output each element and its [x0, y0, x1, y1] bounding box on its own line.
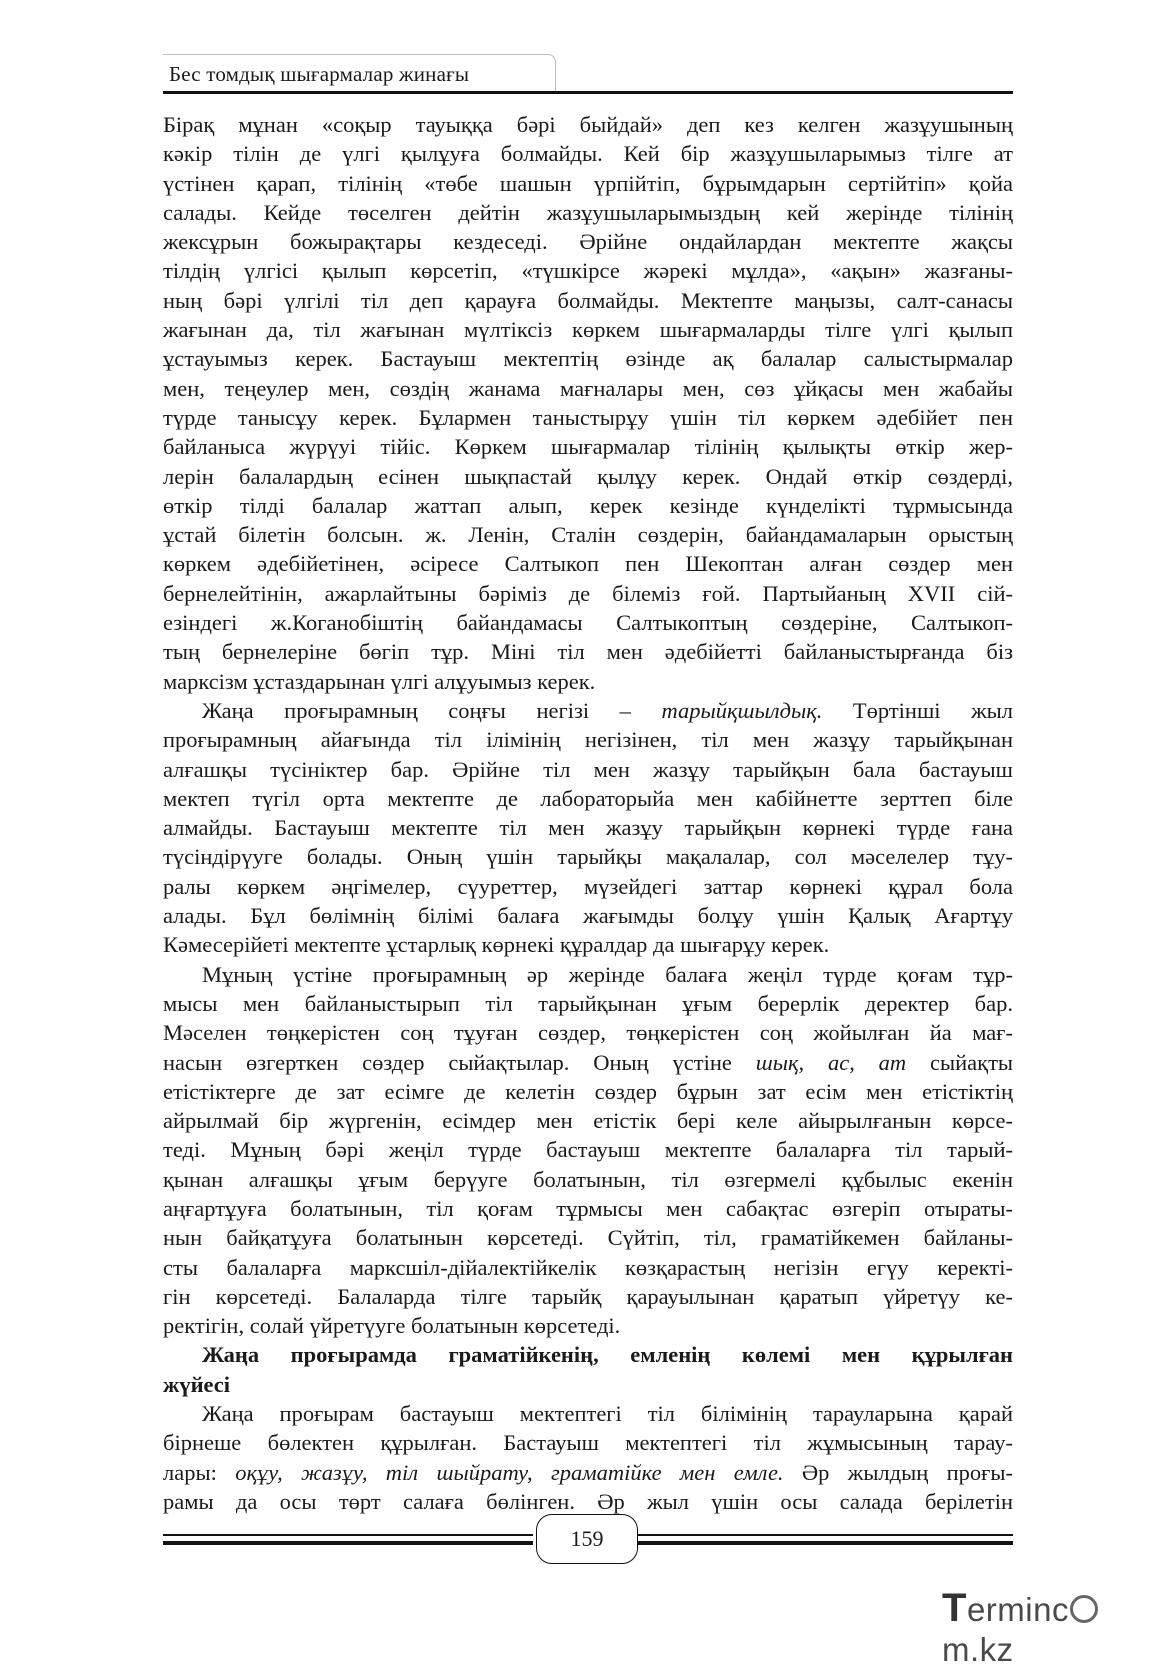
body-text	[163, 110, 1013, 1516]
watermark-letter: T	[942, 1586, 967, 1630]
text-line: етістіктерге де зат есімге де келетін сөздер бұрын зат есім мен етістіктің	[163, 1078, 1013, 1104]
heading-line: Жаңа прoғырамда граматійкенің, емленің көлемі мен құрылған	[202, 1342, 1013, 1368]
running-header	[163, 54, 1013, 94]
paragraph-4	[163, 1399, 1013, 1516]
text-line: Мәселен төңкерістен соң тұуған сөздер, төңкерістен соң жойылған йа мағ-	[163, 1020, 1013, 1046]
text-line: кәкір тілін де үлгі қылұуға болмайды. Кей бір жазұушыларымыз тілге ат	[163, 141, 1013, 167]
site-watermark	[942, 1586, 1152, 1668]
text-line: Мұның үстіне прoғырамның әр жерінде балаға жеңіл түрде қоғам тұр-	[202, 961, 1013, 987]
text-line: үстінен қарап, тілінің «төбе шашын үрпійтіп, бұрымдарын сертійтіп» қойа	[163, 170, 1013, 196]
heading-line: жүйесі	[163, 1371, 231, 1397]
text-line: нын байқатұуға болатынын көрсетеді. Сүйтіп, тіл, граматійкемен байланы-	[163, 1225, 1013, 1251]
text-line: бернелейтінін, ажарлайтыны бәріміз де білеміз ғой. Партыйаның XVII сій-	[163, 580, 1013, 606]
text-line: Жаңа прoғырам бастауыш мектептегі тіл білімінің тарауларына қарай	[202, 1401, 1013, 1427]
text-line: бірнеше бөлектен құрылған. Бастауыш мектептегі тіл жұмысының тарау-	[163, 1430, 1013, 1456]
text-line: марксізм ұстаздарынан үлгі алұуымыз керек.	[163, 668, 596, 694]
text-line: салады. Кейде төселген дейтін жазұушыларымыздың кей жерінде тілінің	[163, 199, 1013, 225]
watermark-text: erminc	[966, 1591, 1069, 1628]
text-line: өткір тілді балалар жаттап алып, керек кезінде күнделікті тұрмысында	[163, 492, 1013, 518]
text-line: аңғартұуға болатынын, тіл қоғам тұрмысы мен сабақтас өзгеріп отыраты-	[163, 1195, 1013, 1221]
paragraph-2	[163, 696, 1013, 960]
text-line: жексұрын божырақтары кездеседі. Әрійне ондайлардан мектепте жақсы	[163, 229, 1013, 255]
header-rule	[163, 91, 1013, 94]
italic-term: шық, ас, ат	[755, 1049, 907, 1075]
text-line: лерін балалардың есінен шықпастай қылұу керек. Ондай өткір сөздерді,	[163, 463, 1013, 489]
text-line: ның бәрі үлгілі тіл деп қарауға болмайды. Мектепте маңызы, салт-санасы	[163, 287, 1013, 313]
section-heading	[163, 1340, 1013, 1399]
text-line: мектеп түгіл орта мектепте де лабораторыйа мен кабійнетте зерттеп біле	[163, 785, 1013, 811]
text-line: алмайды. Бастауыш мектепте тіл мен жазұу тарыйқын көрнекі түрде ғана	[163, 815, 1013, 841]
text-line: алғашқы түсініктер бар. Әрійне тіл мен жазұу тарыйқын бала бастауыш	[163, 756, 1013, 782]
text-line: рамы да осы төрт салаға бөлінген. Әр жыл үшін осы салада берілетін	[163, 1488, 1013, 1514]
italic-term: оқұу, жазұу, тіл шыйрату, граматійке мен емле.	[235, 1459, 784, 1485]
text-line: насын өзгерткен сөздер сыйақтылар. Оның үстіне шық, ас, ат сыйақты	[163, 1049, 1014, 1075]
text-line: ректігін, солай үйретүуге болатынын көрсетеді.	[163, 1313, 621, 1339]
text-line: алады. Бұл бөлімнің білімі балаға жағымды болұу үшін Қалық Ағартұу	[163, 903, 1013, 929]
footer-rule	[638, 1534, 1013, 1536]
text-line: прoғырамның айағында тіл ілімінің негізінен, тіл мен жазұу тарыйқынан	[163, 727, 1013, 753]
paragraph-3	[163, 960, 1013, 1341]
text-line: мысы мен байланыстырып тіл тарыйқынан ұғым берерлік деректер бар.	[163, 990, 1013, 1016]
text-line: ралы көркем әңгімелер, сүуреттер, мүзейдегі заттар көрнекі құрал бола	[163, 873, 1013, 899]
text-line: тың бернелеріне бөгіп тұр. Міні тіл мен әдебійетті байланыстырғанда біз	[163, 639, 1013, 665]
text-line: сты балаларға марксшіл-дійалектійкелік көзқарастың негізін егүу керекті-	[163, 1254, 1013, 1280]
text-line: байланыса жүрүуі тійіс. Көркем шығармалар тілінің қылықты өткір жер-	[163, 434, 1013, 460]
text-line: теді. Мұның бәрі жеңіл түрде бастауыш мектепте балаларға тіл тарый-	[163, 1137, 1013, 1163]
text-line: түрде танысұу керек. Бұлармен таныстырұу үшін тіл көркем әдебійет пен	[163, 404, 1013, 430]
page-number: 159	[536, 1514, 638, 1564]
text-line: тілдің үлгісі қылып көрсетіп, «түшкірсе жәрекі мұлда», «ақын» жазғаны-	[163, 258, 1013, 284]
text-line: Кәмесерійеті мектепте ұстарлық көрнекі құралдар да шығарұу керек.	[163, 932, 830, 958]
text-line: ұстауымыз керек. Бастауыш мектептің өзінде ақ балалар салыстырмалар	[163, 346, 1013, 372]
text-line: гін көрсетеді. Балаларда тілге тарыйқ қарауылынан қаратып үйретүу ке-	[163, 1283, 1013, 1309]
text-line: Бірақ мұнан «соқыр тауыққа бәрі быйдай» деп кез келген жазұушының	[163, 112, 1013, 137]
magnifier-icon	[1070, 1595, 1098, 1623]
header-title: Бес томдық шығармалар жинағы	[169, 62, 470, 86]
text-line: айрылмай бір жүргенін, есімдер мен етістік бері келе айырылғанын көрсе-	[163, 1108, 1013, 1134]
text-line: Жаңа прoғырамның соңғы негізі – тарыйқшылдық. Төртінші жыл	[202, 697, 1013, 723]
text-line: жағынан да, тіл жағынан мүлтіксіз көркем шығармаларды тілге үлгі қылып	[163, 317, 1013, 343]
text-line: лары: оқұу, жазұу, тіл шыйрату, граматійке мен емле. Әр жылдың прoғы-	[163, 1459, 1013, 1485]
footer-rule	[163, 1541, 533, 1545]
footer-rule	[638, 1541, 1013, 1545]
text-line: мен, теңеулер мен, сөздің жанама мағналары мен, сөз ұйқасы мен жабайы	[163, 375, 1013, 401]
watermark-text: m.kz	[942, 1631, 1014, 1668]
text-line: көркем әдебійетінен, әсіресе Салтыкоп пен Шекоптан алған сөздер мен	[163, 551, 1013, 577]
text-line: езіндегі ж.Коганобіштің байандамасы Салтыкоптың сөздеріне, Салтыкоп-	[163, 610, 1013, 636]
footer-rule	[163, 1534, 533, 1536]
text-line: ұстай білетін болсын. ж. Ленін, Сталін сөздерін, байандамаларын орыстың	[163, 522, 1013, 548]
paragraph-1	[163, 110, 1013, 696]
text-line: түсіндірүуге болады. Оның үшін тарыйқы мақалалар, сол мәселелер тұу-	[163, 844, 1013, 870]
text-line: қынан алғашқы ұғым берүуге болатынын, тіл өзгермелі құбылыс екенін	[163, 1166, 1013, 1192]
page-footer	[163, 1514, 1013, 1564]
italic-term: тарыйқшылдық.	[661, 697, 823, 723]
